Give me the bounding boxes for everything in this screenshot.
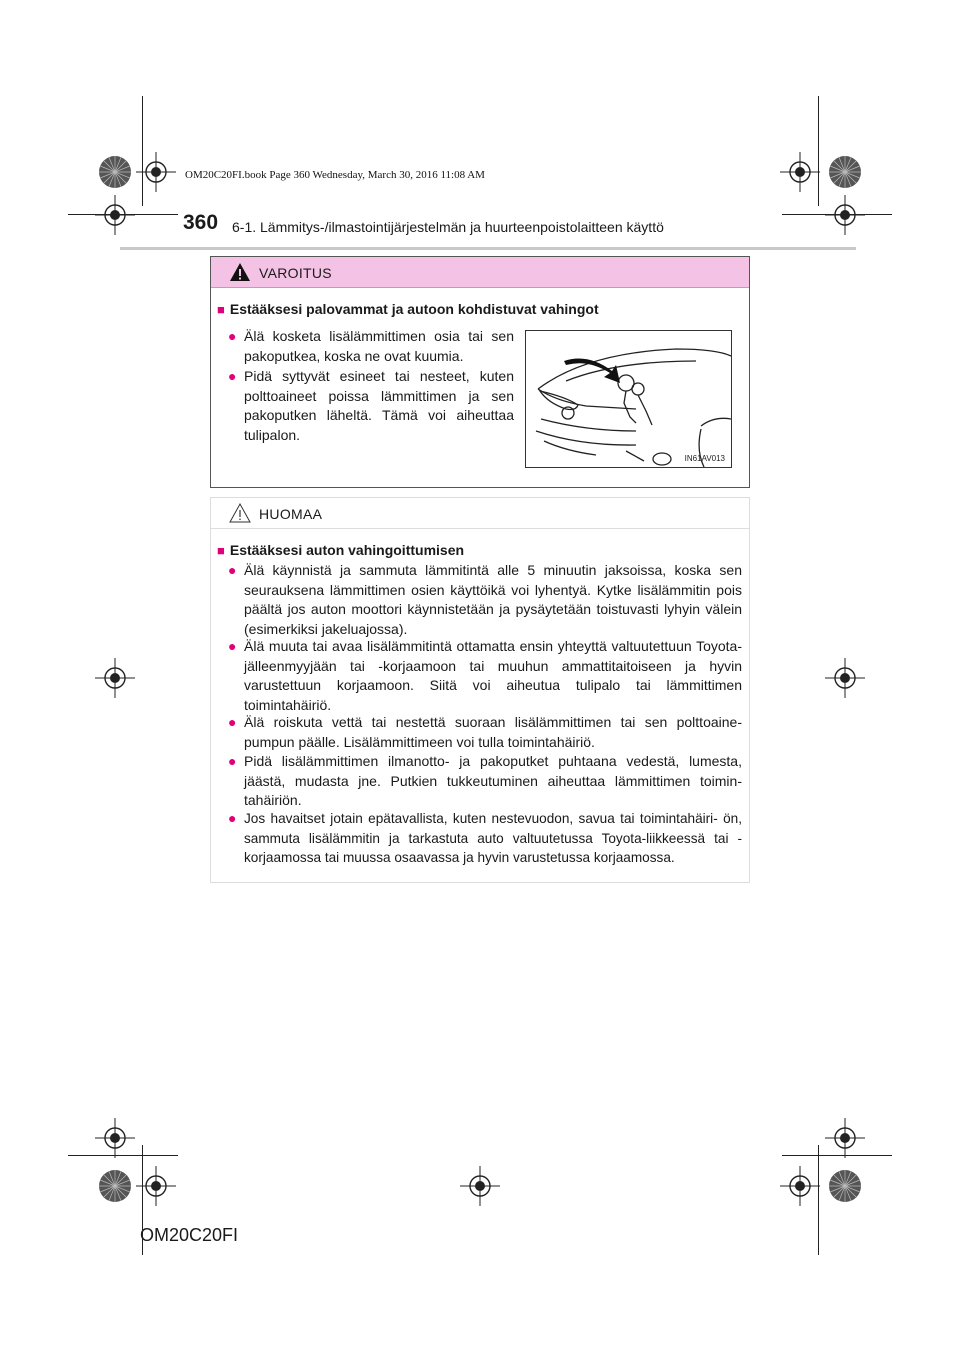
notice-label: HUOMAA [259,506,323,522]
registration-mark [825,1118,865,1158]
registration-mark [95,658,135,698]
starburst-mark [98,1169,132,1203]
warning-triangle-icon [229,262,251,282]
registration-mark [460,1166,500,1206]
notice-heading-text: Estääksesi auton vahingoittumisen [229,542,465,558]
heater-figure [525,330,732,468]
manual-code: OM20C20FI [140,1225,239,1245]
registration-mark [825,195,865,235]
registration-mark [95,195,135,235]
book-info-line: OM20C20FI.book Page 360 Wednesday, March 30, 2016 11:08 AM [185,169,485,181]
warning-heading-text: Estääksesi palovammat ja autoon kohdistuvat vahingot [229,301,599,317]
notice-bullet [228,752,742,811]
notice-header [211,498,749,529]
bullet-dot-icon: ● [228,810,237,826]
starburst-mark [98,155,132,189]
notice-bullet [228,809,742,868]
warning-header [211,257,749,288]
notice-bullet-text: Älä muuta tai avaa lisälämmitintä ottamatta ensin yhteyttä valtuutettuun Toyota-jälleenmyyjään tai -korjaamoon tai muuhun ammattitaitoiseen ja hyvin varustettuun korjaamoon. Siitä voi aiheutua tulipalo tai lämmittimen toimintahäiriö. [244,638,742,713]
notice-bullet-text: Pidä lisälämmittimen ilmanotto- ja pakoputket puhtaana vedestä, lumesta, jäästä, mudasta jne. Putkien tukkeutuminen aiheuttaa lämmittimen toimin- tahäiriön. [244,753,742,808]
registration-mark [95,1118,135,1158]
notice-bullet-text: Jos havaitset jotain epätavallista, kuten nestevuodon, savua tai toimintahäiri- ön, sammuta lisälämmitin ja tarkastuta auto valtuutetussa Toyota-liikkeessä tai -korjaamossa tai muussa osaavassa ja hyvin varustetussa korjaamossa. [244,811,742,865]
warning-heading [217,301,599,317]
registration-mark [780,152,820,192]
warning-bullet [228,327,514,366]
notice-bullet-text: Älä roiskuta vettä tai nestettä suoraan lisälämmittimen tai sen polttoaine- pumpun päälle. Lisälämmittimeen voi tulla toimintahäiriö. [244,714,742,750]
header-rule [120,247,856,250]
section-title: 6-1. Lämmitys-/ilmastointijärjestelmän ja huurteenpoistolaitteen käyttö [232,219,664,235]
notice-bullet [228,561,742,639]
registration-mark [136,152,176,192]
page-number: 360 [183,211,219,234]
warning-bullet-text: Älä kosketa lisälämmittimen osia tai sen pakoputkea, koska ne ovat kuumia. [244,328,514,364]
registration-mark [825,658,865,698]
starburst-mark [828,155,862,189]
registration-mark [780,1166,820,1206]
registration-mark [136,1166,176,1206]
notice-bullet-text: Älä käynnistä ja sammuta lämmitintä alle 5 minuutin jaksoissa, koska sen seurauksena lämmittimen osien käyttöikä voi lyhentyä. Kytke lisälämmitin pois päältä jos auton moottori käynnistetään ja pysäytetään toistuvasti lyhyin välein (esimerkiksi jakeluajossa). [244,562,742,637]
square-bullet-icon: ■ [217,543,225,558]
warning-bullet-text: Pidä syttyvät esineet tai nesteet, kuten polttoaineet poissa lämmittimen ja sen pakoputken läheltä. Tämä voi aiheuttaa tulipalon. [244,368,514,443]
square-bullet-icon: ■ [217,302,225,317]
figure-code: IN61AV013 [684,454,725,463]
notice-heading [217,542,464,558]
warning-bullet [228,367,514,445]
bullet-dot-icon: ● [228,368,237,384]
notice-bullet [228,713,742,752]
starburst-mark [828,1169,862,1203]
bullet-dot-icon: ● [228,638,237,654]
notice-bullet [228,637,742,715]
car-heater-illustration [526,331,731,467]
bullet-dot-icon: ● [228,562,237,578]
bullet-dot-icon: ● [228,328,237,344]
bullet-dot-icon: ● [228,753,237,769]
caution-triangle-icon [229,503,251,523]
bullet-dot-icon: ● [228,714,237,730]
warning-label: VAROITUS [259,265,332,281]
